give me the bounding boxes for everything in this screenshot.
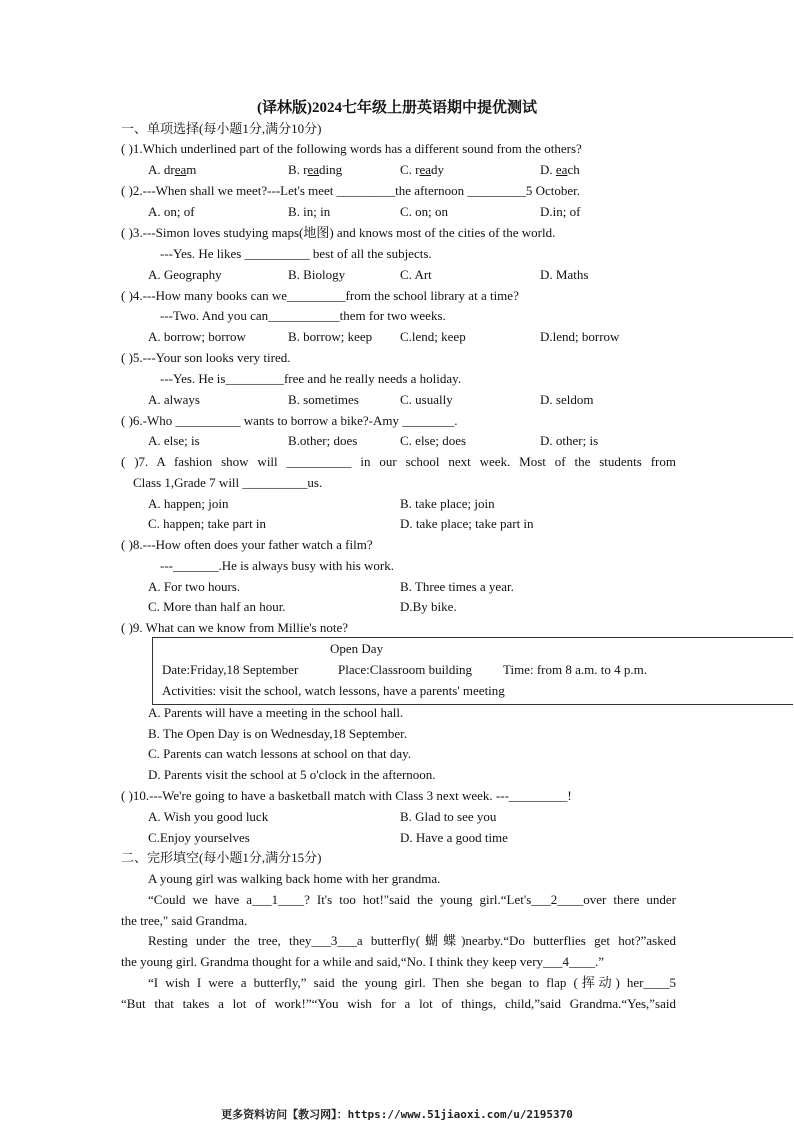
passage-line-5: the young girl. Grandma thought for a while and said,“No. I think they keep very___4____.” — [121, 954, 605, 969]
question-9-option-b: B. The Open Day is on Wednesday,18 September. — [148, 726, 408, 741]
question-5-option-a: A. always — [148, 392, 200, 407]
question-4-stem: ( )4.---How many books can we_________from the school library at a time? — [121, 288, 519, 303]
question-6-option-c: C. else; does — [400, 433, 467, 448]
question-3-option-d: D. Maths — [540, 267, 589, 282]
question-4-option-a: A. borrow; borrow — [148, 329, 246, 344]
question-7-stem: ( )7. A fashion show will __________ in our school next week. Most of the students from — [121, 454, 676, 469]
question-5-option-c: C. usually — [400, 392, 453, 407]
question-5-stem: ( )5.---Your son looks very tired. — [121, 350, 291, 365]
note-time: Time: from 8 a.m. to 4 p.m. — [503, 662, 647, 677]
question-1-option-b: B. reading — [288, 162, 343, 177]
question-5-option-d: D. seldom — [540, 392, 594, 407]
passage-line-1: A young girl was walking back home with her grandma. — [148, 871, 441, 886]
section-heading-2: 二、完形填空(每小题1分,满分15分) — [121, 850, 322, 865]
question-8-stem-2: ---_______.He is always busy with his work. — [160, 558, 394, 573]
note-place: Place:Classroom building — [338, 662, 472, 677]
passage-line-7: “But that takes a lot of work!”“You wish for a lot of things, child,”said Grandma.“Yes,”said — [121, 996, 676, 1011]
question-4-option-d: D.lend; borrow — [540, 329, 620, 344]
question-2-stem: ( )2.---When shall we meet?---Let's meet _________the afternoon _________5 October. — [121, 183, 580, 198]
question-6-stem: ( )6.-Who __________ wants to borrow a bike?-Amy ________. — [121, 413, 458, 428]
section-heading-1: 一、单项选择(每小题1分,满分10分) — [121, 121, 322, 136]
question-6-option-d: D. other; is — [540, 433, 599, 448]
passage-line-6: “I wish I were a butterfly,” said the young girl. Then she began to flap (挥动) her____5 — [148, 975, 676, 990]
question-7-option-b: B. take place; join — [400, 496, 495, 511]
question-8-option-a: A. For two hours. — [148, 579, 241, 594]
question-2-option-b: B. in; in — [288, 204, 331, 219]
passage-line-3: the tree," said Grandma. — [121, 913, 248, 928]
question-7-stem-2: Class 1,Grade 7 will __________us. — [133, 475, 323, 490]
question-1-option-d: D. each — [540, 162, 580, 177]
question-8-option-d: D.By bike. — [400, 599, 457, 614]
passage-line-2: “Could we have a___1____? It's too hot!"said the young girl.“Let's___2____over there under — [148, 892, 676, 907]
question-9-option-c: C. Parents can watch lessons at school on that day. — [148, 746, 412, 761]
note-date: Date:Friday,18 September — [162, 662, 299, 677]
question-2-option-c: C. on; on — [400, 204, 449, 219]
question-5-stem-2: ---Yes. He is_________free and he really needs a holiday. — [160, 371, 462, 386]
note-activities: Activities: visit the school, watch lessons, have a parents' meeting — [162, 683, 505, 698]
question-8-option-c: C. More than half an hour. — [148, 599, 286, 614]
question-3-stem-2: ---Yes. He likes __________ best of all the subjects. — [160, 246, 432, 261]
question-2-option-a: A. on; of — [148, 204, 195, 219]
question-6-option-b: B.other; does — [288, 433, 358, 448]
question-10-option-a: A. Wish you good luck — [148, 809, 269, 824]
footer-link[interactable]: 更多资料访问【教习网】：https://www.51jiaoxi.com/u/2195370 — [221, 1108, 573, 1121]
question-7-option-c: C. happen; take part in — [148, 516, 267, 531]
question-10-option-b: B. Glad to see you — [400, 809, 497, 824]
question-3-option-c: C. Art — [400, 267, 432, 282]
question-10-option-c: C.Enjoy yourselves — [148, 830, 250, 845]
question-8-option-b: B. Three times a year. — [400, 579, 514, 594]
question-7-option-a: A. happen; join — [148, 496, 229, 511]
question-7-option-d: D. take place; take part in — [400, 516, 534, 531]
question-6-option-a: A. else; is — [148, 433, 200, 448]
note-heading: Open Day — [330, 641, 384, 656]
question-9-option-d: D. Parents visit the school at 5 o'clock in the afternoon. — [148, 767, 436, 782]
question-2-option-d: D.in; of — [540, 204, 581, 219]
question-5-option-b: B. sometimes — [288, 392, 359, 407]
passage-line-4: Resting under the tree, they___3___a butterfly(蝴蝶)nearby.“Do butterflies get hot?”asked — [148, 933, 676, 948]
question-9-option-a: A. Parents will have a meeting in the school hall. — [148, 705, 404, 720]
question-4-option-c: C.lend; keep — [400, 329, 466, 344]
question-10-option-d: D. Have a good time — [400, 830, 508, 845]
question-1-option-a: A. dream — [148, 162, 197, 177]
question-4-stem-2: ---Two. And you can___________them for two weeks. — [160, 308, 446, 323]
question-3-stem: ( )3.---Simon loves studying maps(地图) and knows most of the cities of the world. — [121, 225, 556, 240]
question-9-stem: ( )9. What can we know from Millie's note? — [121, 620, 349, 635]
question-4-option-b: B. borrow; keep — [288, 329, 373, 344]
question-1-stem: ( )1.Which underlined part of the following words has a different sound from the others? — [121, 141, 582, 156]
question-1-option-c: C. ready — [400, 162, 445, 177]
question-3-option-b: B. Biology — [288, 267, 346, 282]
question-8-stem: ( )8.---How often does your father watch a film? — [121, 537, 373, 552]
question-10-stem: ( )10.---We're going to have a basketball match with Class 3 next week. ---_________! — [121, 788, 572, 803]
page-title: (译林版)2024七年级上册英语期中提优测试 — [257, 100, 537, 116]
question-3-option-a: A. Geography — [148, 267, 222, 282]
